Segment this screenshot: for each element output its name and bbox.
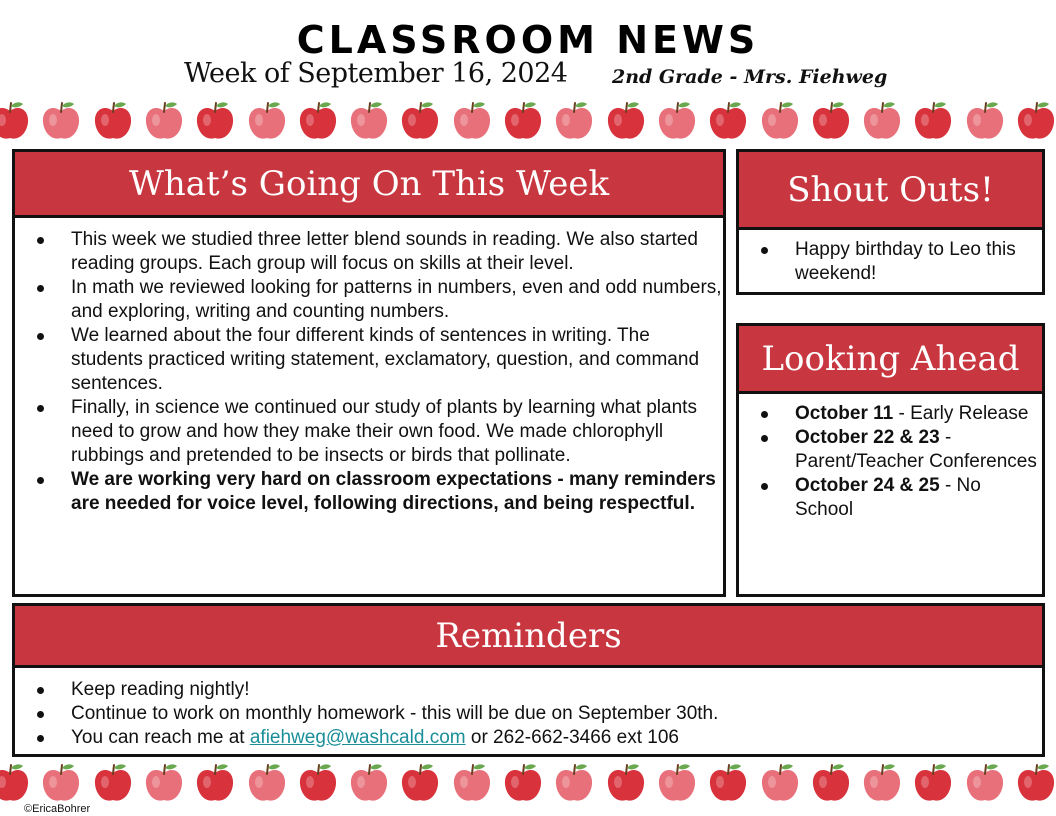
contact-prefix: You can reach me at (71, 727, 250, 748)
apple-icon (245, 760, 289, 804)
apple-icon (604, 760, 648, 804)
apple-icon (911, 760, 955, 804)
apple-border-top (0, 96, 1056, 142)
apple-icon (245, 98, 289, 142)
list-item (15, 726, 1042, 750)
copyright-text: ©EricaBohrer (24, 803, 91, 815)
list-item: We learned about the four different kinds of sentences in writing. The students practiced writing statement, exclamatory, question, and command sentences. (15, 324, 723, 396)
week-date: Week of September 16, 2024 (184, 58, 568, 89)
reminders-list (15, 668, 1042, 750)
list-item: Happy birthday to Leo this weekend! (739, 238, 1042, 286)
reminders-heading: Reminders (15, 606, 1042, 668)
apple-icon (860, 760, 904, 804)
whats-going-on-panel (12, 149, 726, 597)
apple-icon (450, 760, 494, 804)
apple-icon (296, 98, 340, 142)
apple-border-bottom (0, 758, 1056, 804)
event-text: - Parent/Teacher Conferences (795, 427, 1037, 472)
apple-icon (758, 98, 802, 142)
apple-icon (193, 98, 237, 142)
event-date: October 11 (795, 403, 894, 424)
contact-phone: or 262-662-3466 ext 106 (465, 727, 679, 748)
apple-icon (706, 98, 750, 142)
newsletter-title: CLASSROOM NEWS (296, 18, 760, 62)
apple-icon (501, 98, 545, 142)
shout-outs-heading: Shout Outs! (739, 152, 1042, 230)
shout-outs-panel (736, 149, 1045, 295)
apple-icon (91, 760, 135, 804)
list-item (739, 426, 1042, 474)
list-item (739, 474, 1042, 522)
apple-icon (142, 98, 186, 142)
apple-icon (39, 98, 83, 142)
apple-icon (501, 760, 545, 804)
event-text: - No School (795, 475, 981, 520)
apple-icon (398, 98, 442, 142)
event-date: October 24 & 25 (795, 475, 940, 496)
apple-icon (0, 760, 32, 804)
apple-icon (450, 98, 494, 142)
list-item: Finally, in science we continued our study of plants by learning what plants need to grow and how they make their own food. We made chlorophyll rubbings and pretended to be insects or birds that pollinate. (15, 396, 723, 468)
whats-going-on-heading: What’s Going On This Week (15, 152, 723, 218)
apple-icon (604, 98, 648, 142)
reminders-panel (12, 603, 1045, 757)
event-text: - Early Release (893, 403, 1029, 424)
apple-icon (809, 98, 853, 142)
apple-icon (552, 98, 596, 142)
list-item: Keep reading nightly! (15, 678, 1042, 702)
apple-icon (963, 760, 1007, 804)
shout-outs-list (739, 230, 1042, 286)
apple-icon (0, 98, 32, 142)
teacher-email-link[interactable]: afiehweg@washcald.com (249, 727, 466, 748)
list-item: In math we reviewed looking for patterns in numbers, even and odd numbers, and exploring, writing and counting numbers. (15, 276, 723, 324)
list-item (739, 402, 1042, 426)
apple-icon (552, 760, 596, 804)
apple-icon (193, 760, 237, 804)
apple-icon (911, 98, 955, 142)
apple-icon (39, 760, 83, 804)
apple-icon (1014, 98, 1056, 142)
apple-icon (860, 98, 904, 142)
apple-icon (706, 760, 750, 804)
apple-icon (398, 760, 442, 804)
apple-icon (655, 760, 699, 804)
apple-icon (1014, 760, 1056, 804)
apple-icon (347, 760, 391, 804)
list-item: We are working very hard on classroom expectations - many reminders are needed for voice level, following directions, and being respectful. (15, 468, 723, 516)
apple-icon (91, 98, 135, 142)
whats-going-on-list (15, 218, 723, 516)
apple-icon (142, 760, 186, 804)
apple-icon (296, 760, 340, 804)
looking-ahead-panel (736, 323, 1045, 597)
looking-ahead-heading: Looking Ahead (739, 326, 1042, 394)
event-date: October 22 & 23 (795, 427, 940, 448)
looking-ahead-list (739, 394, 1042, 522)
list-item: Continue to work on monthly homework - this will be due on September 30th. (15, 702, 1042, 726)
apple-icon (809, 760, 853, 804)
apple-icon (758, 760, 802, 804)
grade-teacher: 2nd Grade - Mrs. Fiehweg (612, 66, 888, 88)
apple-icon (963, 98, 1007, 142)
apple-icon (655, 98, 699, 142)
apple-icon (347, 98, 391, 142)
list-item: This week we studied three letter blend sounds in reading. We also started reading groups. Each group will focus on skills at their level. (15, 228, 723, 276)
